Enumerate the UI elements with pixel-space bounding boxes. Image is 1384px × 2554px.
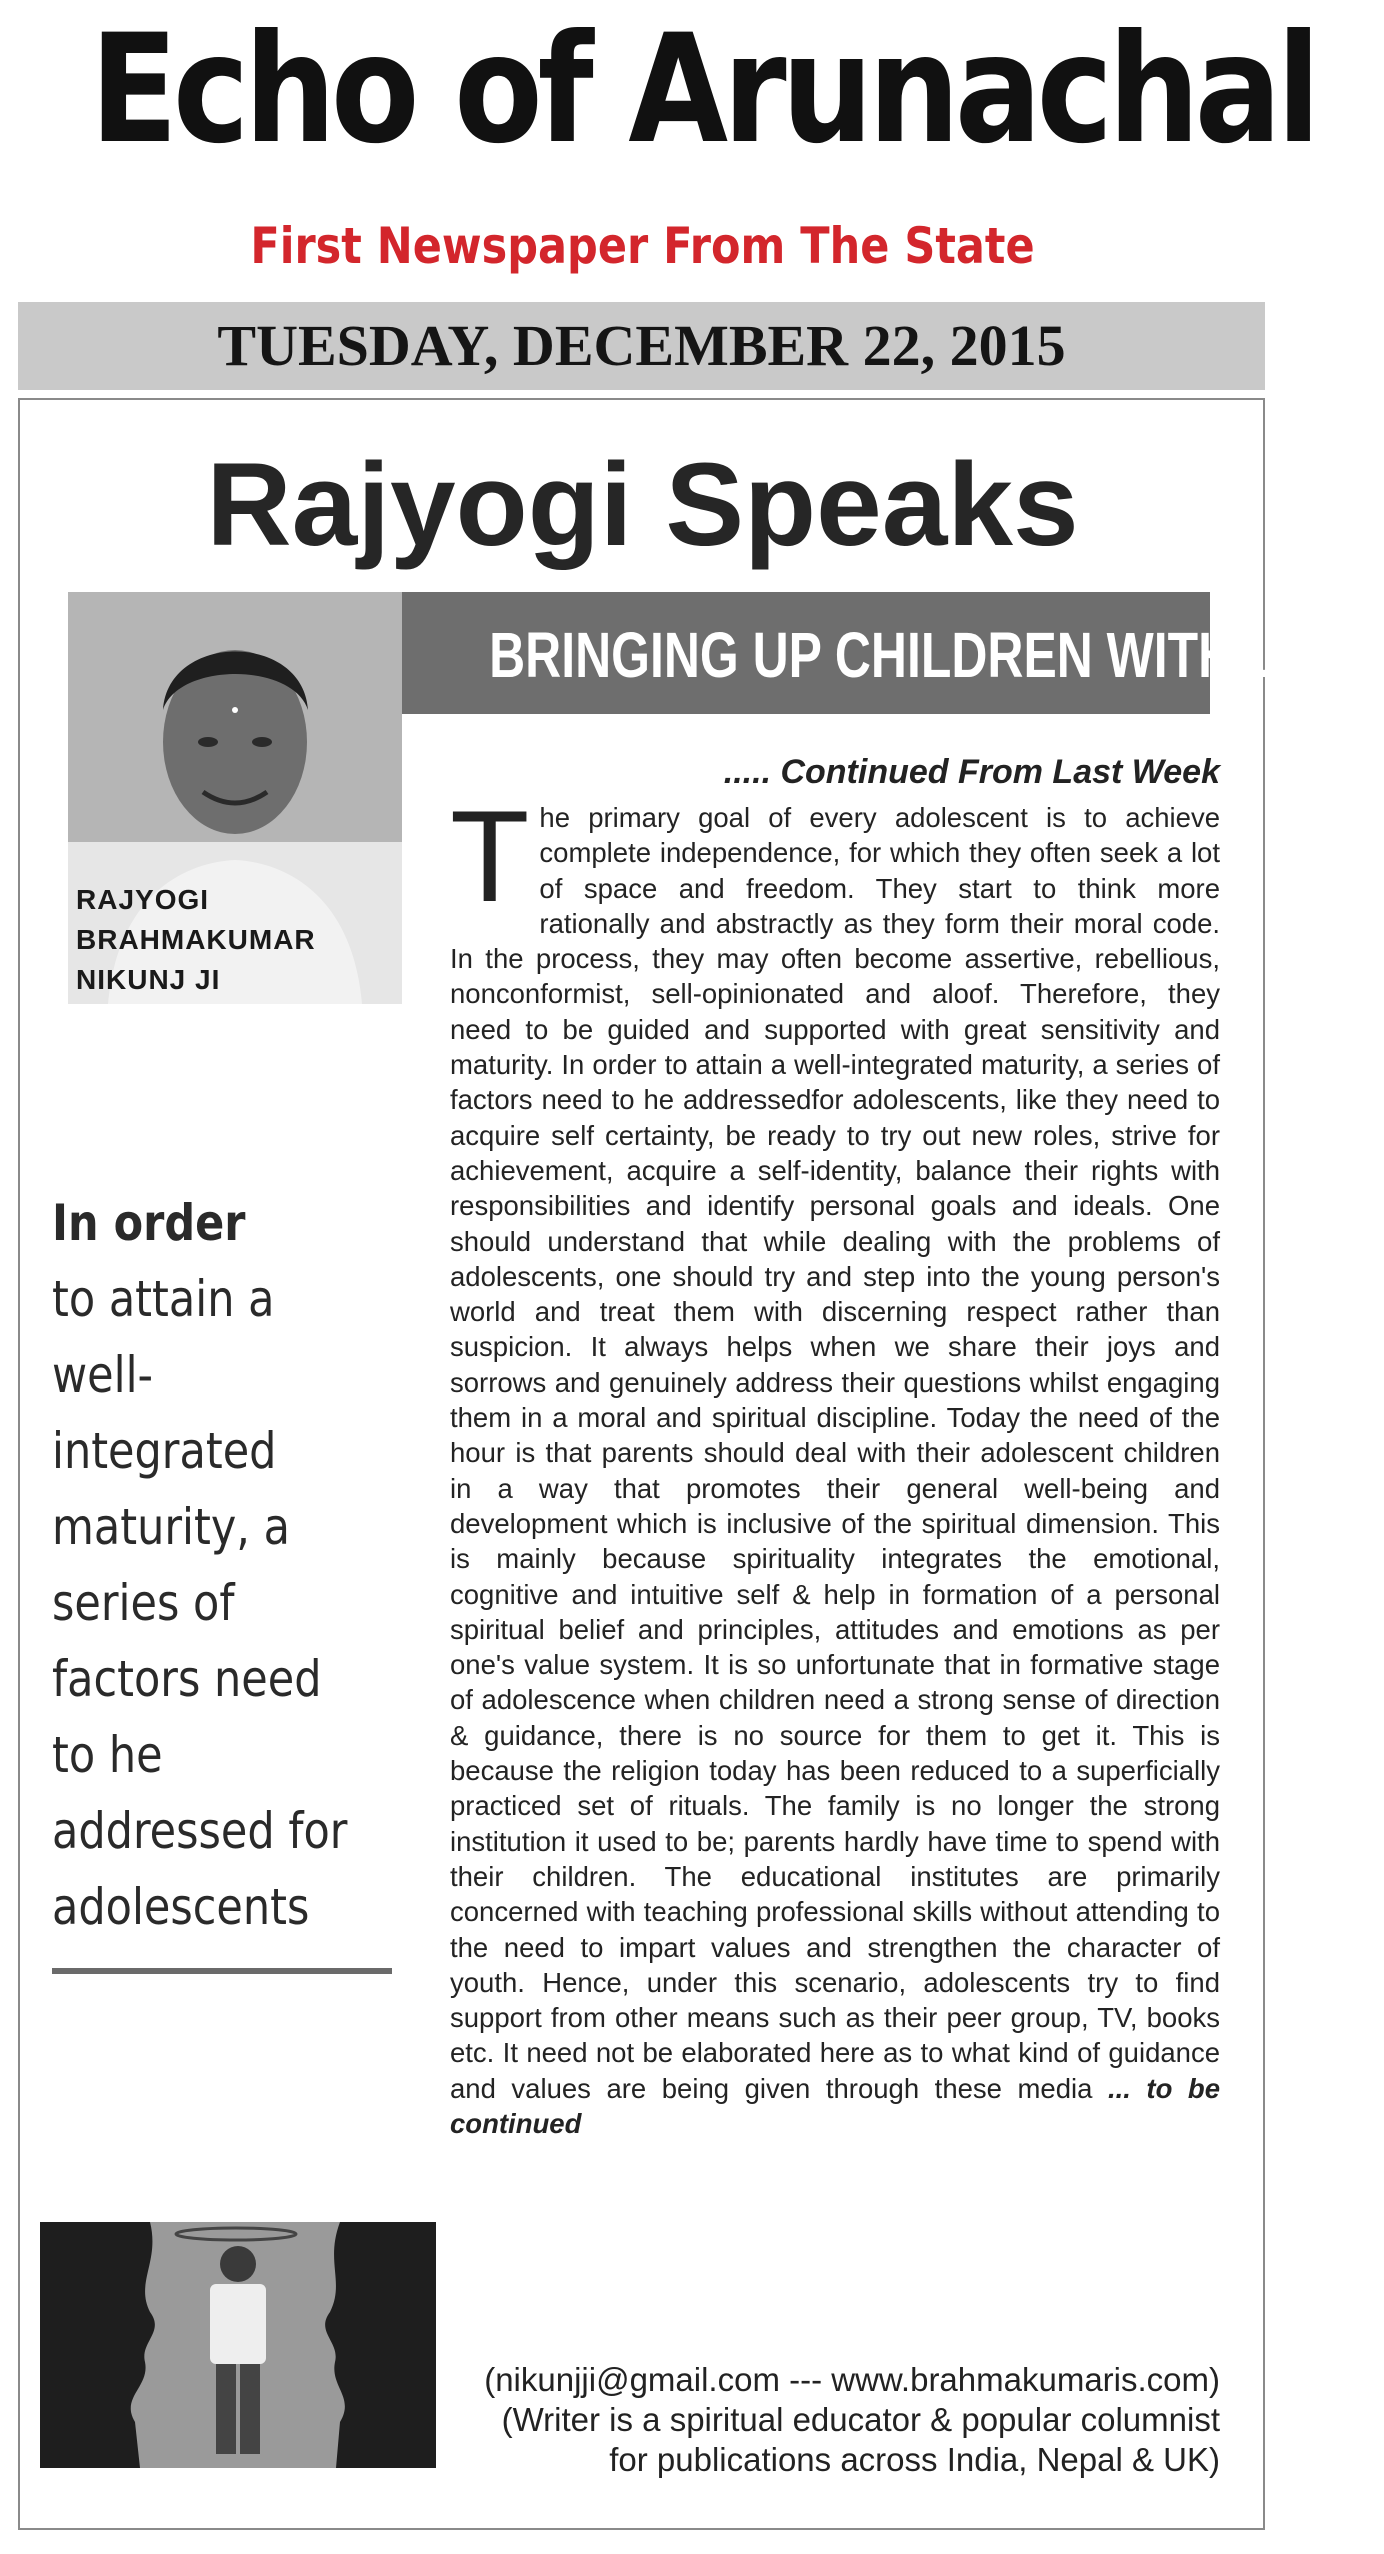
newspaper-tagline: First Newspaper From The State [250,217,1035,275]
newspaper-name: Echo of Arunachal [89,3,1316,177]
article-body [450,783,1221,2141]
bio-line: (Writer is a spiritual educator & popular columnist [501,2401,1220,2438]
author-contact [420,2360,1220,2480]
continued-note: ..... Continued From Last Week [723,753,1220,791]
pull-quote-rule [52,1968,392,1974]
banner-gap [402,714,1210,754]
contact-line: (nikunjji@gmail.com --- www.brahmakumaris.com) [484,2361,1220,2398]
author-name-line: NIKUNJ JI [76,964,221,995]
to-be-continued: ... to be continued [450,2072,1221,2139]
article-headline: BRINGING UP CHILDREN WITH LOVE [489,619,1384,691]
date-bar: TUESDAY, DECEMBER 22, 2015 [18,302,1265,390]
pull-quote-text: to attain a well-integrated maturity, a series of factors need to he addressed for adolescents [52,1270,348,1936]
masthead [0,0,1316,300]
author-photo [68,592,402,1004]
column-title: Rajyogi Speaks [206,439,1079,571]
drop-cap: T [450,783,530,929]
article-text: he primary goal of every adolescent is to achieve complete independence, for which they often seek a lot of space and freedom. They start to think more rationally and abstractly as they form their moral code. In the process, they may often become assertive, rebellious, nonconformist, sell-opinionated and aloof. Therefore, they need to be guided and supported with great sensitivity and maturity. In order to attain a well-integrated maturity, a series of factors need to he addressedfor adolescents, like they need to acquire self certainty, be ready to try out new roles, strive for achievement, acquire a self-identity, balance their rights with responsibilities and identify personal goals and ideals. One should understand that while dealing with the problems of adolescents, one should try and step into the young person's world and treat them with discerning respect rather than suspicion. It always helps when we share their joys and sorrows and genuinely address their questions whilst engaging them in a moral and spiritual discipline. Today the need of the hour is that parents should deal with their adolescent children in a way that promotes their general well-being and development which is inclusive of the spiritual dimension. This is mainly because spirituality integrates the emotional, cognitive and intuitive self & help in formation of a personal spiritual belief and principles, attitudes and emotions as per one's value system. It is so unfortunate that in formative stage of adolescence when children need a strong sense of direction & guidance, there is no source for them to get it. This is because the religion today has been reduced to a superficially practiced set of rituals. The family is no longer the strong institution it used to be; parents hardly have time to spend with their children. The educational institutes are primarily concerned with teaching professional skills without attending to the need to impart values and strengthen the character of youth. Hence, under this scenario, adolescents try to find support from other means such as their peer group, TV, books etc. It need not be elaborated here as to what kind of guidance and values are being given through these media [450,802,1220,2104]
silhouette-illustration [40,2222,436,2468]
pull-quote [52,1185,362,1945]
author-name [76,880,406,1000]
author-name-line: RAJYOGI [76,884,210,915]
author-name-line: BRAHMAKUMAR [76,924,316,955]
silhouette-image [40,2222,436,2468]
pull-quote-lead: In order [52,1194,246,1252]
bio-line: for publications across India, Nepal & UK) [609,2441,1220,2478]
